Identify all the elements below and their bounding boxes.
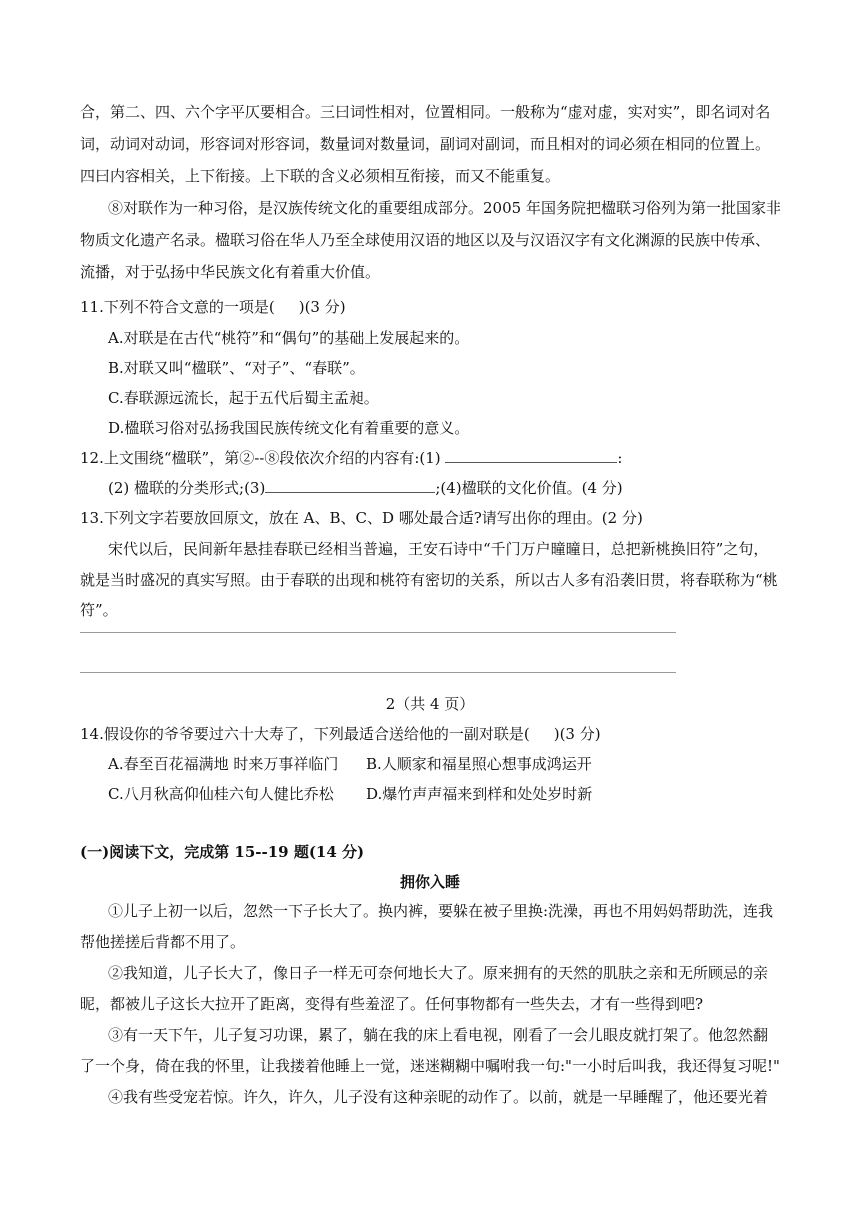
q14-option-c: C.八月秋高仰仙桂六旬人健比乔松 [108, 785, 334, 803]
q11-option-d: D.楹联习俗对弘扬我国民族传统文化有着重要的意义。 [108, 419, 470, 437]
question-12-stem: 12.上文围绕“楹联”，第②--⑧段依次介绍的内容有:(1) : [80, 449, 623, 467]
passage-line: 物质文化遗产名录。楹联习俗在华人乃至全球使用汉语的地区以及与汉语汉字有文化渊源的民族中传承、 [80, 231, 771, 249]
answer-blank[interactable] [265, 478, 435, 493]
article-line: 了一个身，倚在我的怀里，让我搂着他睡上一觉，迷迷糊糊中嘱咐我一句:"一小时后叫我，我还得复习呢!" [80, 1057, 780, 1075]
q11-option-a: A.对联是在古代“桃符”和“偶句”的基础上发展起来的。 [108, 329, 470, 347]
section-heading: (一)阅读下文，完成第 15--19 题(14 分) [80, 843, 365, 861]
answer-line[interactable] [80, 632, 676, 633]
q14-option-a: A.春至百花福满地 时来万事祥临门 [108, 755, 339, 773]
passage-line: 四曰内容相关，上下衔接。上下联的含义必须相互衔接，而又不能重复。 [80, 167, 561, 185]
answer-line[interactable] [80, 672, 676, 673]
q14-option-b: B.人顺家和福星照心想事成鸿运开 [366, 755, 592, 773]
passage-line: 词，动词对动词，形容词对形容词，数量词对数量词，副词对副词，而且相对的词必须在相同的位置上。 [80, 135, 771, 153]
q13-text-line: 就是当时盛况的真实写照。由于春联的出现和桃符有密切的关系，所以古人多有沿袭旧贯，将春联称为“桃 [80, 571, 778, 589]
article-line: ①儿子上初一以后，忽然一下子长大了。换内裤，要躲在被子里换:洗澡，再也不用妈妈帮助洗，连我 [108, 902, 774, 920]
page-number: 2（共 4 页） [385, 695, 475, 713]
passage-line: 流播，对于弘扬中华民族文化有着重大价值。 [80, 263, 381, 281]
question-14-stem: 14.假设你的爷爷要过六十大寿了，下列最适合送给他的一副对联是( )(3 分) [80, 725, 601, 743]
question-11-stem: 11.下列不符合文意的一项是( )(3 分) [80, 298, 346, 316]
article-line: ②我知道，儿子长大了，像日子一样无可奈何地长大了。原来拥有的天然的肌肤之亲和无所顾忌的亲 [108, 964, 769, 982]
article-title: 拥你入睡 [399, 873, 460, 891]
question-13-stem: 13.下列文字若要放回原文，放在 A、B、C、D 哪处最合适?请写出你的理由。(2 分) [80, 509, 643, 527]
q13-text-line: 符”。 [80, 601, 118, 619]
q14-option-d: D.爆竹声声福来到样和处处岁时新 [366, 785, 593, 803]
question-12-line2: (2) 楹联的分类形式;(3) ;(4)楹联的文化价值。(4 分) [108, 479, 623, 497]
article-line: ③有一天下午，儿子复习功课，累了，躺在我的床上看电视，刚看了一会儿眼皮就打架了。他忽然翻 [108, 1026, 769, 1044]
article-line: 帮他搓搓后背都不用了。 [80, 933, 246, 951]
answer-blank[interactable] [445, 448, 617, 463]
article-line: ④我有些受宠若惊。许久，许久，儿子没有这种亲昵的动作了。以前，就是一早睡醒了，他还要光着 [108, 1088, 769, 1106]
q11-option-b: B.对联又叫“楹联”、“对子”、“春联”。 [108, 359, 365, 377]
q13-text-line: 宋代以后，民间新年悬挂春联已经相当普遍，王安石诗中“千门万户曈曈日，总把新桃换旧符”之句， [108, 540, 769, 558]
article-line: 昵，都被儿子这长大拉开了距离，变得有些羞涩了。任何事物都有一些失去，才有一些得到吧? [80, 995, 704, 1013]
passage-line: 合，第二、四、六个字平仄要相合。三曰词性相对，位置相同。一般称为“虚对虚，实对实”，即名词对名 [80, 103, 771, 121]
passage-line: ⑧对联作为一种习俗，是汉族传统文化的重要组成部分。2005 年国务院把楹联习俗列为第一批国家非 [108, 199, 781, 217]
q11-option-c: C.春联源远流长，起于五代后蜀主孟昶。 [108, 389, 379, 407]
